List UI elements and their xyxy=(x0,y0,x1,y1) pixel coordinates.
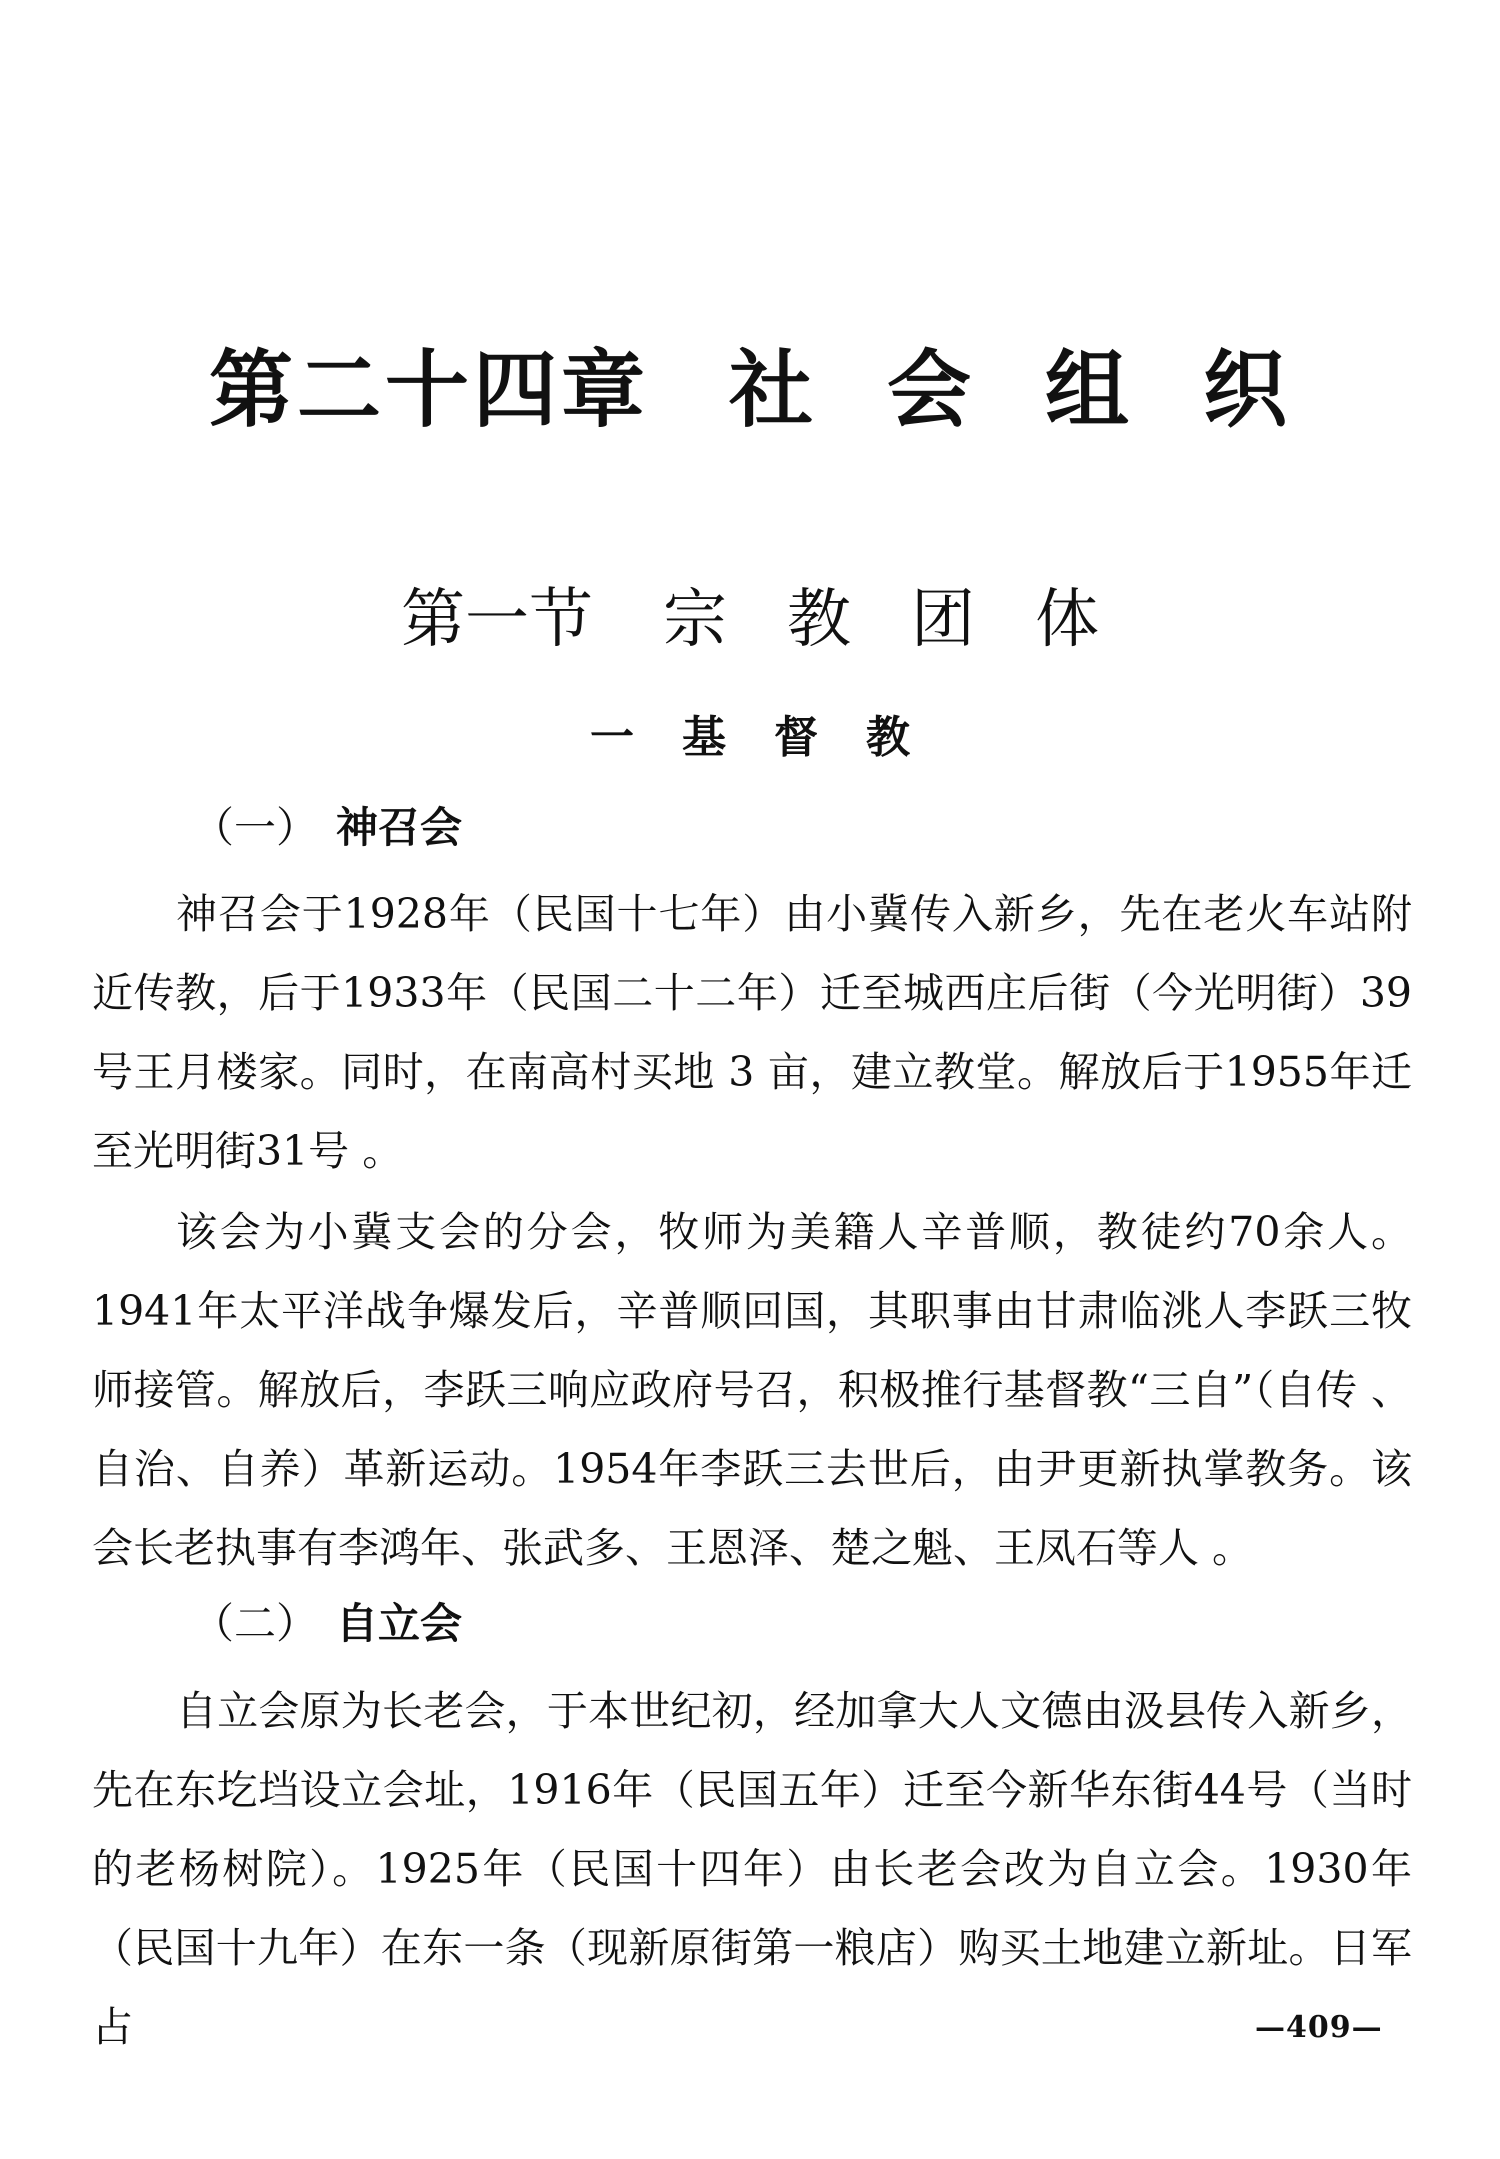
subsection-char: 教 xyxy=(866,712,910,763)
chapter-char: 组 xyxy=(1045,341,1134,439)
chapter-char: 会 xyxy=(886,341,975,439)
section-char: 团 xyxy=(911,583,975,657)
section-char: 体 xyxy=(1035,583,1099,657)
chapter-title xyxy=(0,335,1500,445)
item-title: 自立会 xyxy=(336,1599,463,1648)
paragraph: 该会为小冀支会的分会，牧师为美籍人辛普顺，教徒约70余人。1941年太平洋战争爆发后，辛普顺回国，其职事由甘肃临洮人李跃三牧师接管。解放后，李跃三响应政府号召，积极推行基督教“三自”（自传 、自治、自养）革新运动。1954年李跃三去世后，由尹更新执掌教务。该会长老执事有李鸿年、张武多、王恩泽、楚之魁、王凤石等人 。 xyxy=(92,1208,1412,1572)
paragraph: 神召会于1928年（民国十七年）由小冀传入新乡，先在老火车站附近传教，后于1933年（民国二十二年）迁至城西庄后街（今光明街）39号王月楼家。同时，在南高村买地 3 亩，建立教堂。解放后于1955年迁至光明街31号 。 xyxy=(92,890,1412,1175)
item-number: （二） xyxy=(192,1599,319,1648)
item-title: 神召会 xyxy=(336,803,463,852)
section-char: 教 xyxy=(787,583,851,657)
subsection-char: 督 xyxy=(774,712,818,763)
subsection-number: 一 xyxy=(590,712,634,763)
item-number: （一） xyxy=(192,803,319,852)
chapter-char: 社 xyxy=(728,341,817,439)
item-heading xyxy=(192,1596,462,1652)
section-title xyxy=(0,580,1500,660)
subsection-title xyxy=(0,708,1500,768)
section-number: 第一节 xyxy=(401,583,593,657)
paragraph: 自立会原为长老会，于本世纪初，经加拿大人文德由汲县传入新乡，先在东圪垱设立会址，1916年（民国五年）迁至今新华东街44号（当时的老杨树院）。1925年（民国十四年）由长老会改为自立会。1930年（民国十九年）在东一条（现新原街第一粮店）购买土地建立新址。日军占 xyxy=(92,1687,1412,2051)
section-char: 宗 xyxy=(663,583,727,657)
item-heading xyxy=(192,800,462,856)
page-number: —409— xyxy=(1255,2010,1383,2045)
chapter-number: 第二十四章 xyxy=(208,341,649,439)
subsection-char: 基 xyxy=(682,712,726,763)
chapter-char: 织 xyxy=(1203,341,1292,439)
